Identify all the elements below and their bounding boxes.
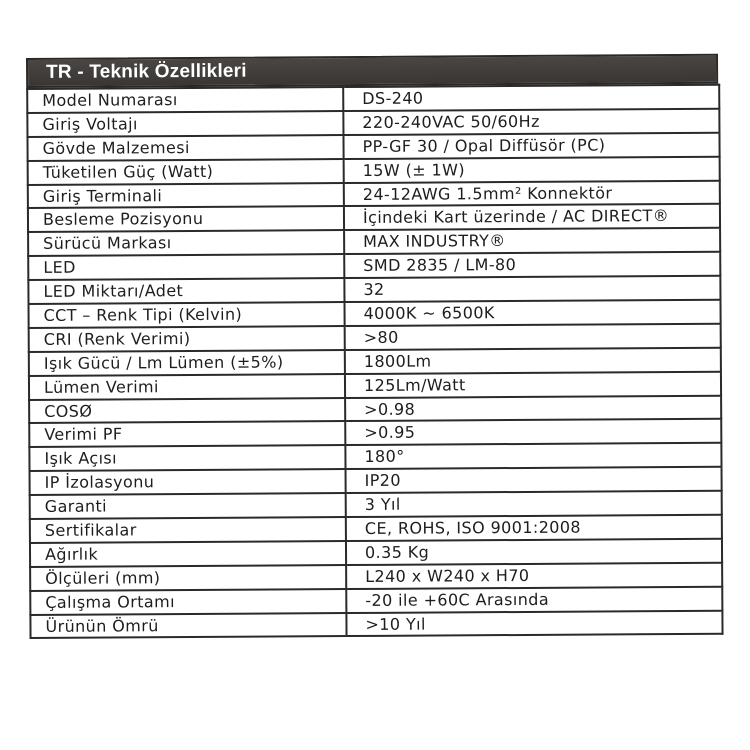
- spec-value: 180°: [345, 443, 721, 469]
- spec-label: Sertifikalar: [30, 517, 346, 543]
- spec-label: Model Numarası: [27, 87, 343, 113]
- spec-value: İçindeki Kart üzerinde / AC DIRECT®: [344, 204, 720, 230]
- spec-label: Ölçüleri (mm): [30, 565, 346, 591]
- spec-value: PP-GF 30 / Opal Diffüsör (PC): [343, 133, 719, 159]
- spec-label: COSØ: [29, 398, 345, 424]
- spec-title: TR - Teknik Özellikleri: [46, 60, 247, 83]
- spec-value: >80: [345, 324, 721, 350]
- spec-value: 220-240VAC 50/60Hz: [343, 109, 719, 135]
- spec-label: Ağırlık: [30, 541, 346, 567]
- spec-value: >10 Yıl: [346, 610, 722, 636]
- spec-value: -20 ile +60C Arasında: [346, 586, 722, 612]
- spec-label: Tüketilen Güç (Watt): [28, 159, 344, 185]
- spec-table-body: [27, 85, 722, 639]
- spec-value: 125Lm/Watt: [345, 371, 721, 397]
- spec-label: Çalışma Ortamı: [30, 589, 346, 615]
- spec-value: 4000K ~ 6500K: [344, 300, 720, 326]
- spec-label: IP İzolasyonu: [30, 469, 346, 495]
- spec-label: Sürücü Markası: [28, 230, 344, 256]
- spec-value: 0.35 Kg: [346, 539, 722, 565]
- spec-label: Garanti: [30, 493, 346, 519]
- spec-label: Verimi PF: [29, 422, 345, 448]
- table-row: [30, 610, 722, 638]
- spec-label: Ürünün Ömrü: [30, 613, 346, 639]
- spec-label: LED Miktarı/Adet: [28, 278, 344, 304]
- title-bar: [26, 54, 718, 88]
- spec-table: [26, 84, 723, 640]
- spec-value: 3 Yıl: [346, 491, 722, 517]
- spec-label: Giriş Voltajı: [27, 111, 343, 137]
- spec-label: Işık Gücü / Lm Lümen (±5%): [29, 350, 345, 376]
- spec-value: 1800Lm: [345, 348, 721, 374]
- spec-value: IP20: [346, 467, 722, 493]
- spec-value: 15W (± 1W): [344, 156, 720, 182]
- spec-value: DS-240: [343, 85, 719, 111]
- spec-label: Gövde Malzemesi: [27, 135, 343, 161]
- spec-label: Işık Açısı: [29, 445, 345, 471]
- spec-sheet: [26, 54, 722, 640]
- spec-value: 32: [344, 276, 720, 302]
- spec-value: L240 x W240 x H70: [346, 563, 722, 589]
- spec-value: >0.95: [345, 419, 721, 445]
- spec-label: CRI (Renk Verimi): [29, 326, 345, 352]
- spec-label: LED: [28, 254, 344, 280]
- spec-value: 24-12AWG 1.5mm² Konnektör: [344, 180, 720, 206]
- spec-value: MAX INDUSTRY®: [344, 228, 720, 254]
- spec-value: SMD 2835 / LM-80: [344, 252, 720, 278]
- spec-label: Giriş Terminali: [28, 183, 344, 209]
- spec-label: CCT – Renk Tipi (Kelvin): [29, 302, 345, 328]
- spec-value: >0.98: [345, 395, 721, 421]
- spec-label: Lümen Verimi: [29, 374, 345, 400]
- spec-value: CE, ROHS, ISO 9001:2008: [346, 515, 722, 541]
- spec-label: Besleme Pozisyonu: [28, 207, 344, 233]
